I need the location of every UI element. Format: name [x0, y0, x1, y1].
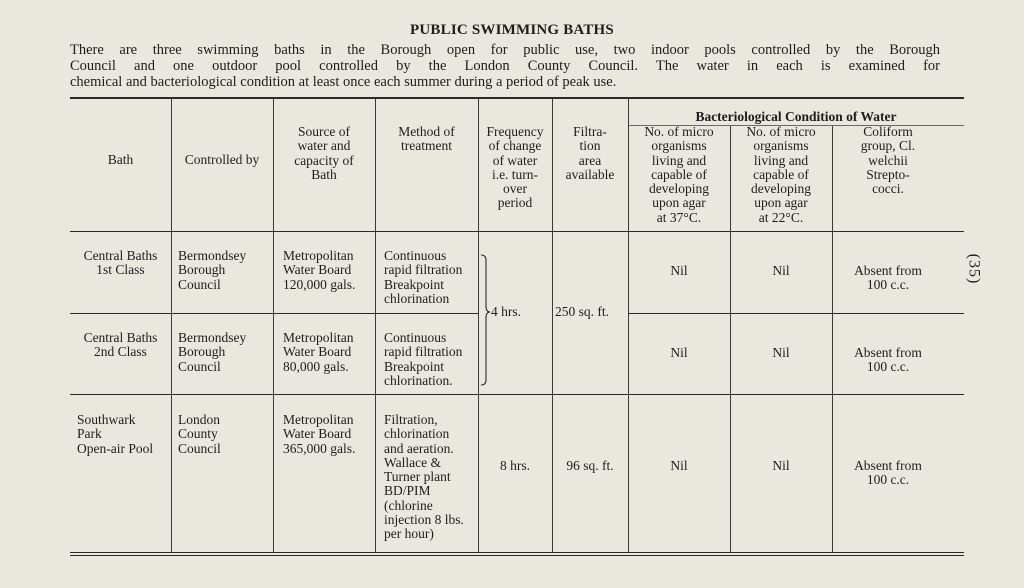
header-controlled-by: Controlled by	[184, 152, 260, 167]
intro-line: chemical and bacteriological condition at least once each summer during a period of peak use.	[70, 74, 617, 90]
header-source: Source of water and capacity of Bath	[294, 124, 354, 182]
intro-line: There are three swimming baths in the Borough open for public use, two indoor pools controlled by the Borough	[70, 42, 940, 58]
table-row-2-source: Metropolitan Water Board 80,000 gals.	[283, 330, 354, 374]
table-row-3-source: Metropolitan Water Board 365,000 gals.	[283, 412, 356, 456]
table-bottom-rule	[70, 552, 964, 553]
table-row-1-micro-37: Nil	[670, 263, 688, 278]
table-row-2-micro-37: Nil	[670, 345, 688, 360]
table-row-1-bath: Central Baths 1st Class	[83, 248, 158, 278]
shared-frequency: 4 hrs.	[491, 304, 521, 319]
page-number: (35)	[965, 253, 983, 285]
column-divider	[375, 99, 376, 552]
table-bottom-rule	[70, 555, 964, 556]
table-row-3-coliform: Absent from 100 c.c.	[854, 458, 922, 488]
intro-line: Council and one outdoor pool controlled by the London County Council. The water in each is examined for	[70, 58, 940, 74]
header-frequency: Frequency of change of water i.e. turn- over period	[486, 124, 544, 211]
table-row-1-controlled-by: Bermondsey Borough Council	[178, 248, 247, 292]
table-top-rule	[70, 97, 964, 99]
table-row-3-frequency: 8 hrs.	[500, 458, 530, 473]
row-divider	[628, 313, 964, 314]
header-micro-22: No. of micro organisms living and capable of developing upon agar at 22°C.	[746, 124, 816, 225]
table-row-2-bath: Central Baths 2nd Class	[83, 330, 158, 360]
row-divider	[70, 394, 964, 395]
header-filtration: Filtra- tion area available	[565, 124, 615, 182]
table-row-2-controlled-by: Bermondsey Borough Council	[178, 330, 247, 374]
table-row-2-method: Continuous rapid filtration Breakpoint chlorination.	[384, 330, 463, 388]
table-row-1-source: Metropolitan Water Board 120,000 gals.	[283, 248, 356, 292]
intro-paragraph	[70, 42, 940, 90]
table-row-2-coliform: Absent from 100 c.c.	[854, 345, 922, 375]
header-micro-37: No. of micro organisms living and capable of developing upon agar at 37°C.	[644, 124, 714, 225]
table-row-3-controlled-by: London County Council	[178, 412, 221, 456]
header-method: Method of treatment	[398, 124, 455, 154]
table-row-3-micro-22: Nil	[772, 458, 790, 473]
table-row-1-method: Continuous rapid filtration Breakpoint chlorination	[384, 248, 463, 306]
group-header: Bacteriological Condition of Water	[695, 109, 897, 124]
table-row-1-micro-22: Nil	[772, 263, 790, 278]
table-row-3-method: Filtration, chlorination and aeration. Wallace & Turner plant BD/PIM (chlorine injection 8 lbs. per hour)	[384, 412, 464, 542]
header-bath: Bath	[107, 152, 134, 167]
shared-filtration: 250 sq. ft.	[555, 304, 609, 319]
table-row-3-filtration: 96 sq. ft.	[566, 458, 614, 473]
header-bottom-rule	[70, 231, 964, 232]
row-divider	[70, 313, 478, 314]
table-row-3-bath: Southwark Park Open-air Pool	[77, 412, 154, 456]
table-row-3-micro-37: Nil	[670, 458, 688, 473]
page-title: PUBLIC SWIMMING BATHS	[410, 22, 614, 38]
header-coliform: Coliform group, Cl. welchii Strepto- cocci.	[860, 124, 916, 197]
table-row-2-micro-22: Nil	[772, 345, 790, 360]
table-row-1-coliform: Absent from 100 c.c.	[854, 263, 922, 293]
brace-icon	[478, 254, 492, 386]
